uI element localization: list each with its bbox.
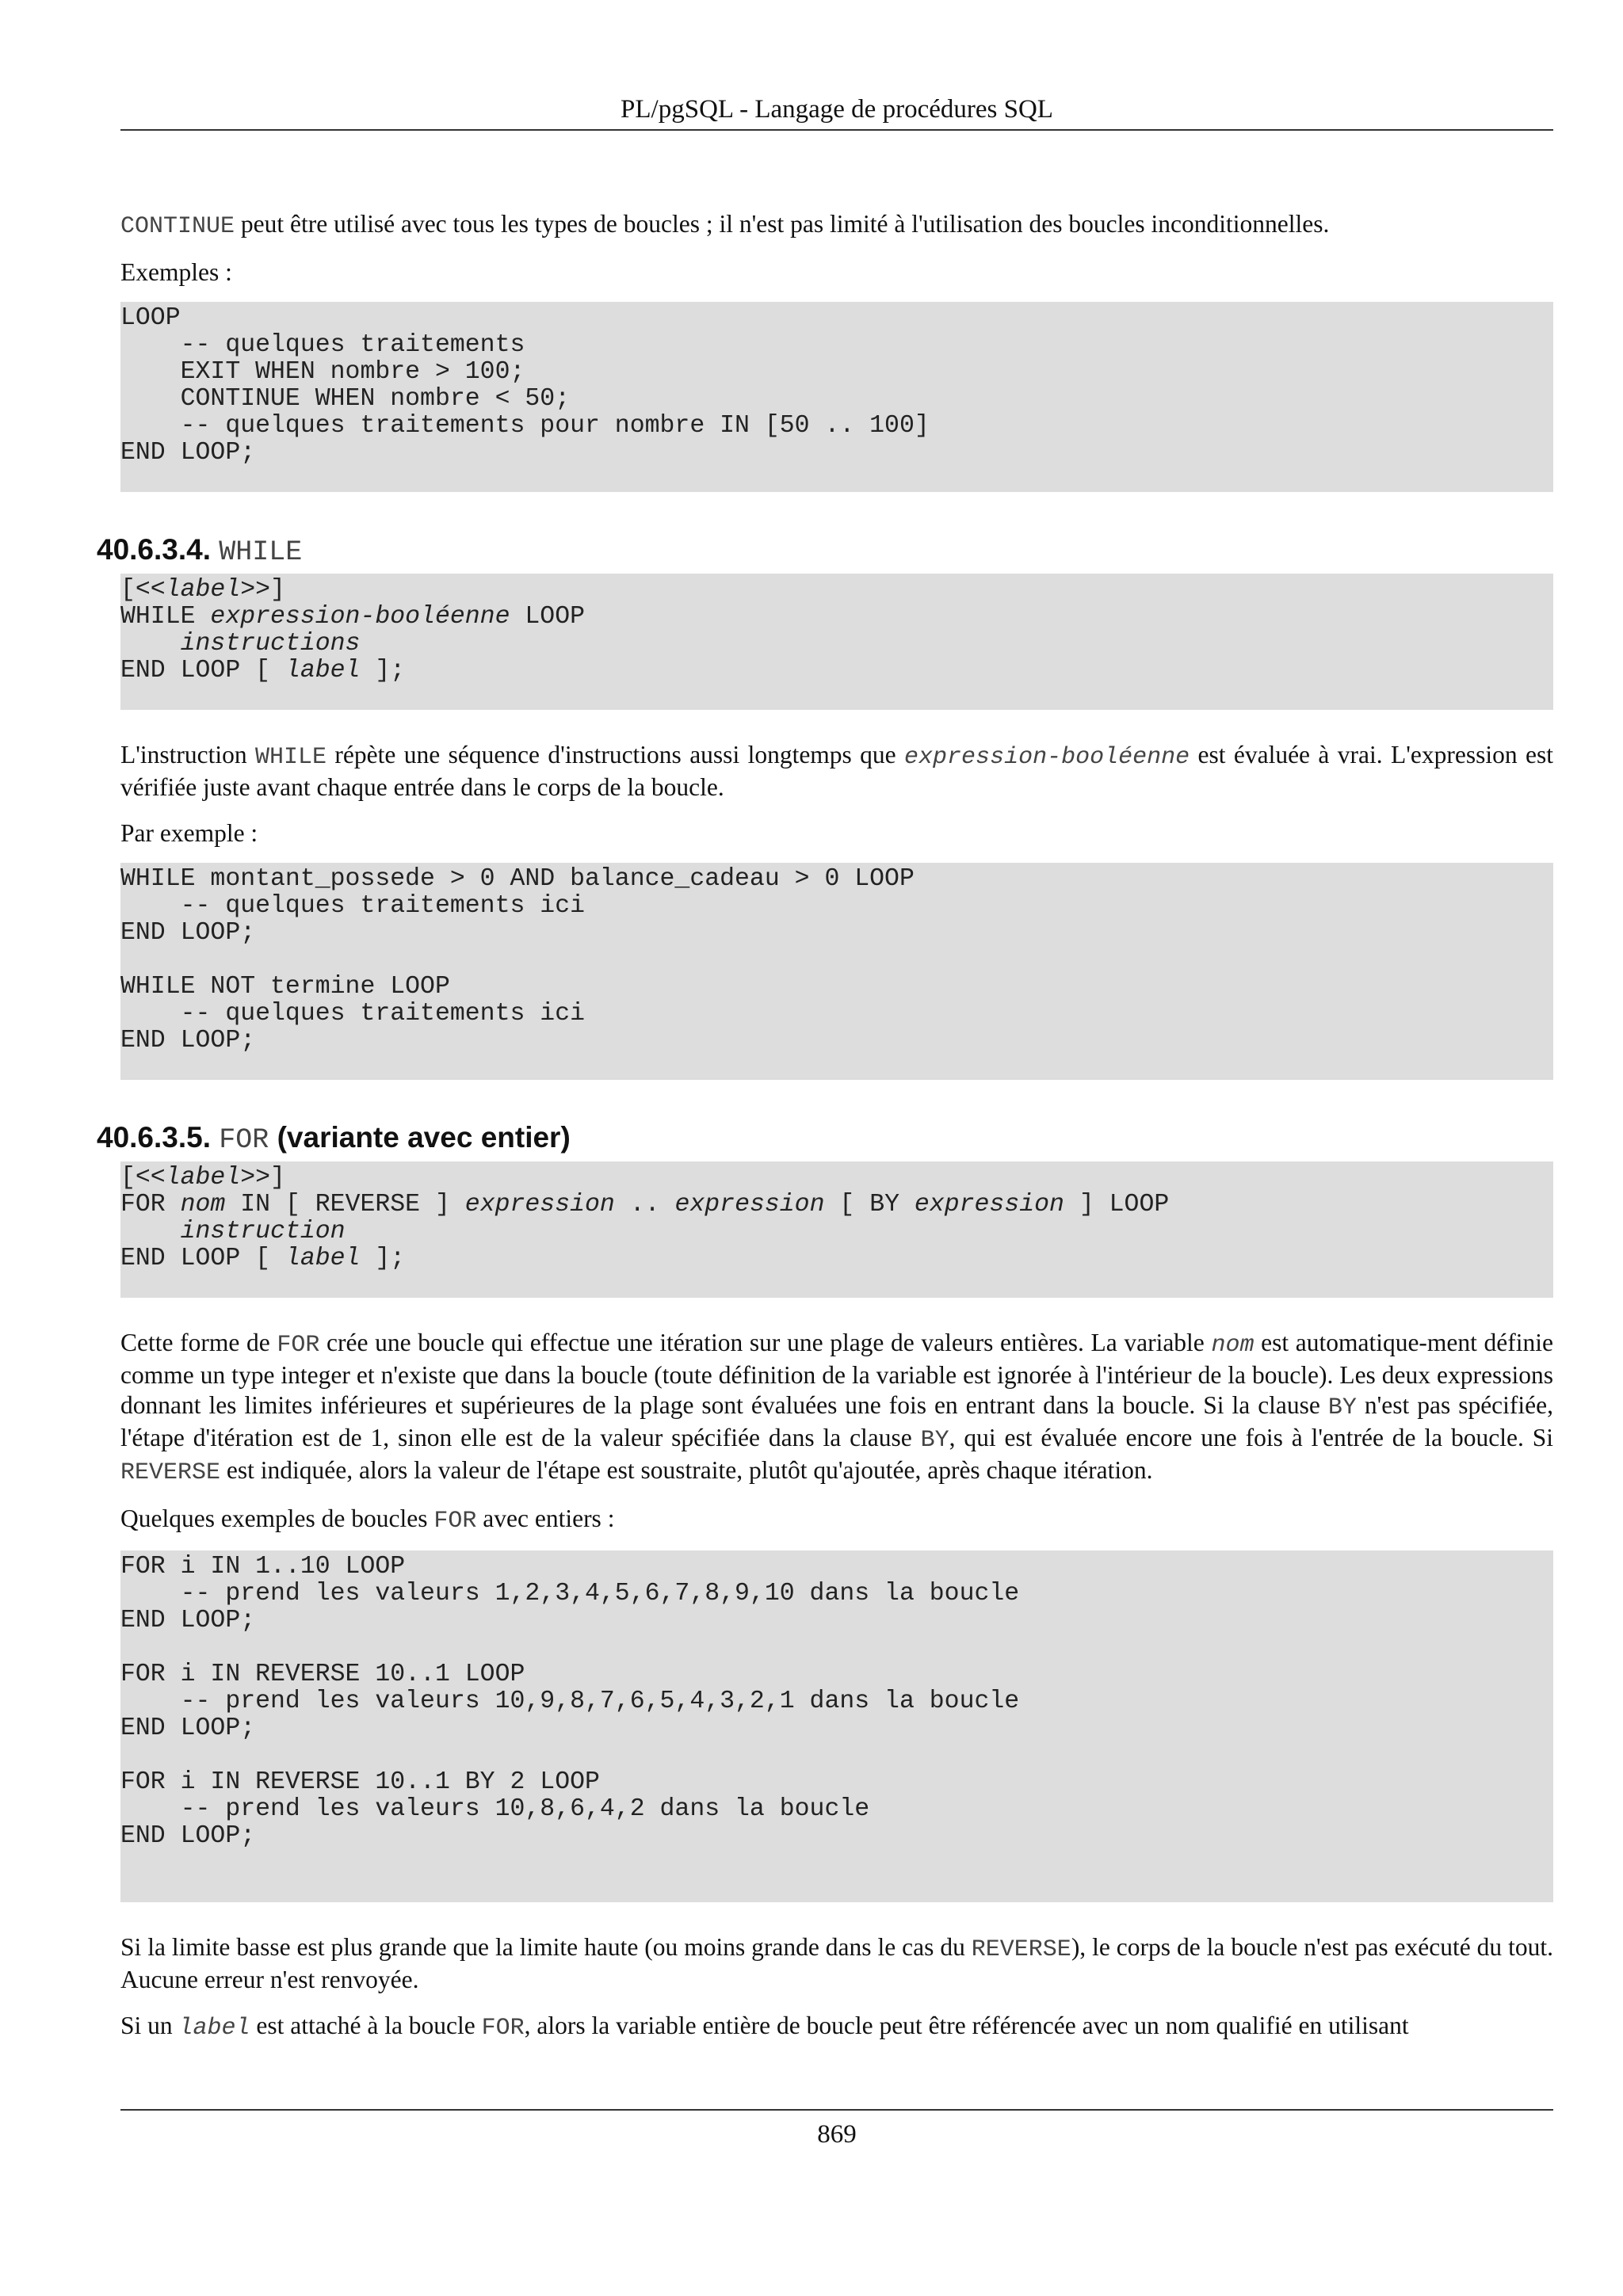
code-line: END LOOP; <box>120 1607 256 1634</box>
code-line: -- prend les valeurs 10,9,8,7,6,5,4,3,2,1 dans la boucle <box>120 1688 1020 1715</box>
running-header: PL/pgSQL - Langage de procédures SQL <box>621 95 1053 124</box>
paragraph-text: L'instruction <box>120 741 256 769</box>
inline-code: FOR <box>433 1508 477 1535</box>
code-text: IN [ REVERSE ] <box>225 1191 465 1219</box>
code-line: FOR i IN REVERSE 10..1 BY 2 LOOP <box>120 1768 600 1796</box>
code-text: .. <box>614 1191 675 1219</box>
code-text: [<< <box>120 1164 166 1192</box>
page-content <box>97 209 1554 2043</box>
code-placeholder: label <box>285 657 361 685</box>
paragraph-text: ), le corps de la boucle n'est pas exécuté du tout. Aucune erreur n'est renvoyée. <box>120 1933 1553 1993</box>
code-placeholder: expression-booléenne <box>210 603 510 631</box>
code-line: FOR i IN REVERSE 10..1 LOOP <box>120 1661 525 1688</box>
code-line: CONTINUE WHEN nombre < 50; <box>120 385 571 413</box>
code-line <box>120 1742 1553 1769</box>
code-line <box>120 1850 1553 1877</box>
inline-code: BY <box>1327 1394 1357 1421</box>
section-keyword: WHILE <box>219 536 303 568</box>
while-paragraph <box>120 740 1553 803</box>
paragraph-text: , qui est évaluée encore une fois à l'entrée de la boucle. Si <box>949 1424 1553 1451</box>
paragraph-text: est indiquée, alors la valeur de l'étape est soustraite, plutôt qu'ajoutée, après chaque itération. <box>220 1456 1153 1484</box>
code-placeholder: label <box>165 1164 241 1192</box>
section-number: 40.6.3.4. <box>97 533 212 566</box>
code-text: >>] <box>240 576 285 604</box>
code-line: END LOOP; <box>120 1027 256 1055</box>
inline-code: REVERSE <box>971 1936 1071 1963</box>
paragraph-text: Quelques exemples de boucles <box>120 1505 434 1532</box>
paragraph-text: Cette forme de <box>120 1329 277 1356</box>
for-examples-intro <box>120 1504 1553 1536</box>
inline-code: WHILE <box>255 744 327 771</box>
code-text: END LOOP [ <box>120 657 285 685</box>
code-line: -- quelques traitements ici <box>120 1000 585 1028</box>
inline-code: FOR <box>277 1332 320 1359</box>
code-line: LOOP <box>120 304 181 332</box>
code-text: END LOOP [ <box>120 1245 285 1272</box>
inline-code: label <box>178 2015 250 2042</box>
paragraph-text: avec entiers : <box>476 1505 615 1532</box>
for-example-label: Par exemple : <box>120 819 258 847</box>
code-placeholder: instructions <box>180 630 361 658</box>
section-keyword: FOR <box>219 1124 269 1156</box>
code-text: [<< <box>120 576 166 604</box>
code-line: END LOOP; <box>120 1714 256 1742</box>
examples-label: Exemples : <box>120 258 232 286</box>
code-block-for <box>120 1550 1553 1902</box>
inline-code: expression-booléenne <box>904 744 1190 771</box>
paragraph-text: peut être utilisé avec tous les types de boucles ; il n'est pas limité à l'utilisation des boucles inconditionnelles. <box>235 210 1330 238</box>
paragraph-text: répète une séquence d'instructions aussi longtemps que <box>327 741 905 769</box>
inline-code: REVERSE <box>120 1459 221 1486</box>
code-text: [ BY <box>824 1191 915 1219</box>
limit-paragraph <box>120 1932 1553 1995</box>
code-line: END LOOP; <box>120 1822 256 1850</box>
code-text: ] LOOP <box>1064 1191 1170 1219</box>
code-placeholder: label <box>285 1245 361 1272</box>
section-number: 40.6.3.5. <box>97 1121 212 1154</box>
label-paragraph <box>120 2011 1553 2043</box>
code-line: -- quelques traitements ici <box>120 892 585 920</box>
paragraph-text: est attaché à la boucle <box>250 2012 482 2039</box>
code-line: -- quelques traitements <box>120 331 525 359</box>
for-paragraph <box>120 1328 1553 1488</box>
paragraph-text: est évaluée à vrai. L'expression est vérifiée juste avant chaque entrée dans le corps de la boucle. <box>120 741 1553 801</box>
code-line: FOR i IN 1..10 LOOP <box>120 1553 406 1581</box>
inline-code: FOR <box>481 2015 525 2042</box>
code-placeholder: label <box>165 576 241 604</box>
code-text <box>120 630 181 658</box>
code-text: ]; <box>360 1245 406 1272</box>
inline-code: CONTINUE <box>120 213 235 240</box>
paragraph-text: crée une boucle qui effectue une itération sur une plage de valeurs entières. La variable <box>319 1329 1212 1356</box>
code-line: WHILE montant_possede > 0 AND balance_cadeau > 0 LOOP <box>120 865 915 893</box>
paragraph-text: Si la limite basse est plus grande que la limite haute (ou moins grande dans le cas du <box>120 1933 972 1961</box>
syntax-block-while <box>120 574 1553 710</box>
code-placeholder: expression <box>464 1191 615 1219</box>
code-block-while <box>120 863 1553 1080</box>
code-text: WHILE <box>120 603 211 631</box>
paragraph-text: Si un <box>120 2012 179 2039</box>
inline-code: BY <box>920 1427 949 1454</box>
code-line: END LOOP; <box>120 439 256 467</box>
section-heading-for <box>97 1119 1553 1158</box>
syntax-block-for <box>120 1161 1553 1298</box>
code-text: LOOP <box>510 603 585 631</box>
paragraph-text: , alors la variable entière de boucle peut être référencée avec un nom qualifié en utilisant <box>524 2012 1409 2039</box>
code-line: EXIT WHEN nombre > 100; <box>120 358 525 386</box>
code-line: WHILE NOT termine LOOP <box>120 973 450 1001</box>
section-suffix: (variante avec entier) <box>269 1121 571 1154</box>
code-placeholder: expression <box>914 1191 1064 1219</box>
footer-rule <box>120 2109 1553 2111</box>
inline-code: nom <box>1211 1332 1254 1359</box>
code-line: -- prend les valeurs 1,2,3,4,5,6,7,8,9,10 dans la boucle <box>120 1580 1020 1608</box>
page-number: 869 <box>817 2120 857 2149</box>
code-text: >>] <box>240 1164 285 1192</box>
paragraph-text: n'est pas spécifiée, l'étape d'itération est de 1, sinon elle est de la valeur spécifiée dans la clause <box>120 1391 1553 1451</box>
code-line: -- quelques traitements pour nombre IN [50 .. 100] <box>120 412 930 440</box>
header-rule <box>120 129 1553 131</box>
code-line <box>120 947 1553 974</box>
paragraph-text: est automatique-ment définie comme un type integer et n'existe que dans la boucle (toute définition de la variable est ignorée à l'intérieur de la boucle). Les deux expressions donnant les limites inférieures et supérieures de la plage sont évaluées une fois en entrant dans la boucle. Si la clause <box>120 1329 1554 1419</box>
code-placeholder: nom <box>180 1191 226 1219</box>
code-text: ]; <box>360 657 406 685</box>
code-line <box>120 1634 1553 1661</box>
code-text: FOR <box>120 1191 181 1219</box>
code-placeholder: instruction <box>180 1218 346 1245</box>
code-line: -- prend les valeurs 10,8,6,4,2 dans la boucle <box>120 1795 870 1823</box>
code-placeholder: expression <box>674 1191 825 1219</box>
code-line: END LOOP; <box>120 919 256 947</box>
code-text <box>120 1218 181 1245</box>
code-block-loop <box>120 302 1553 492</box>
section-heading-while <box>97 532 1553 570</box>
continue-paragraph <box>120 209 1553 242</box>
